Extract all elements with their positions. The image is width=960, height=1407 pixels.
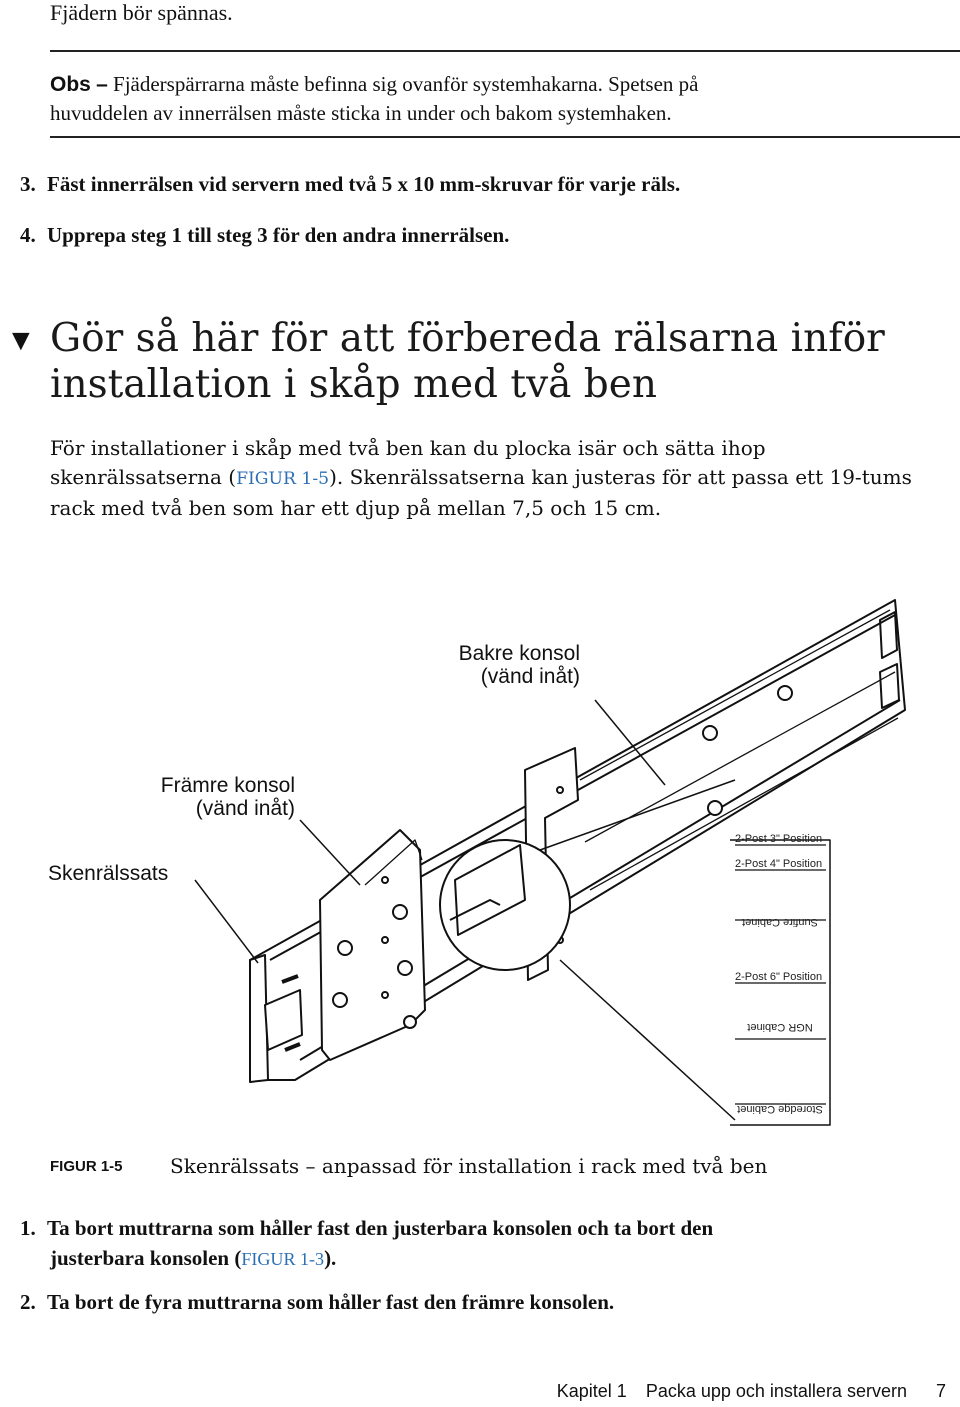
section-marker-icon: ▼ bbox=[6, 324, 36, 357]
panel-label-pos3: 2-Post 3" Position bbox=[735, 833, 823, 845]
step-text: Fäst innerrälsen vid servern med två 5 x 10 mm-skruvar för varje räls. bbox=[47, 172, 681, 196]
note-line-2: huvuddelen av innerrälsen måste sticka in under och bakom systemhaken. bbox=[50, 101, 672, 125]
section-title bbox=[50, 316, 885, 408]
step-number: 3. bbox=[20, 172, 36, 196]
panel-label-sunfire: Sunfire Cabinet bbox=[742, 916, 818, 928]
rail-kit-figure bbox=[0, 560, 960, 1140]
step-text: Upprepa steg 1 till steg 3 för den andra innerrälsen. bbox=[47, 223, 510, 247]
footer-chapter: Kapitel 1 bbox=[556, 1381, 627, 1401]
step-1 bbox=[20, 1213, 713, 1274]
panel-label-storedge: Storedge Cabinet bbox=[737, 1103, 823, 1115]
figure-caption-text: Skenrälssats – anpassad för installation i rack med två ben bbox=[170, 1154, 768, 1178]
note-bottom-rule bbox=[50, 136, 960, 138]
note-block bbox=[50, 70, 699, 128]
step-number: 4. bbox=[20, 223, 36, 247]
callout-front-bracket-1: Främre konsol bbox=[160, 774, 295, 797]
intro-line-1: För installationer i skåp med två ben kan du plocka isär och sätta ihop bbox=[50, 436, 766, 460]
note-label: Obs bbox=[50, 73, 91, 96]
callout-rear-bracket-2: (vänd inåt) bbox=[480, 665, 580, 688]
section-title-line-1: Gör så här för att förbereda rälsarna inför bbox=[50, 316, 885, 361]
figure-caption-label: FIGUR 1-5 bbox=[50, 1158, 123, 1175]
intro-line-3: rack med två ben som har ett djup på mellan 7,5 och 15 cm. bbox=[50, 496, 662, 520]
figure-link[interactable]: FIGUR 1-3 bbox=[241, 1249, 325, 1269]
note-line-1: Fjäderspärrarna måste befinna sig ovanför systemhakarna. Spetsen på bbox=[113, 72, 699, 96]
intro-line-2-post: ). Skenrälssatserna kan justeras för att passa ett 19-tums bbox=[329, 465, 912, 489]
page-footer bbox=[557, 1381, 946, 1402]
callout-rail-kit: Skenrälssats bbox=[48, 862, 169, 885]
step-text: Ta bort de fyra muttrarna som håller fast den främre konsolen. bbox=[47, 1290, 615, 1314]
section-title-line-2: installation i skåp med två ben bbox=[50, 362, 657, 407]
continuation-text: Fjädern bör spännas. bbox=[50, 0, 233, 25]
step-3 bbox=[20, 172, 680, 197]
figure-link[interactable]: FIGUR 1-5 bbox=[236, 469, 330, 489]
step-text-line-1: Ta bort muttrarna som håller fast den justerbara konsolen och ta bort den bbox=[47, 1216, 714, 1240]
intro-line-2-pre: skenrälssatserna ( bbox=[50, 465, 237, 489]
note-dash: – bbox=[96, 73, 108, 96]
step-2 bbox=[20, 1290, 614, 1315]
note-top-rule bbox=[50, 50, 960, 52]
callout-rear-bracket-1: Bakre konsol bbox=[458, 642, 580, 665]
step-number: 1. bbox=[20, 1216, 36, 1240]
step-4 bbox=[20, 223, 509, 248]
step-text-line-2-post: ). bbox=[324, 1246, 337, 1270]
callout-front-bracket-2: (vänd inåt) bbox=[195, 797, 295, 820]
footer-title: Packa upp och installera servern bbox=[645, 1381, 907, 1401]
intro-paragraph bbox=[50, 434, 912, 523]
panel-label-pos6: 2-Post 6" Position bbox=[735, 971, 823, 983]
step-text-line-2-pre: justerbara konsolen ( bbox=[50, 1246, 242, 1270]
panel-label-pos4: 2-Post 4" Position bbox=[735, 858, 823, 870]
step-number: 2. bbox=[20, 1290, 36, 1314]
panel-label-ngr: NGR Cabinet bbox=[747, 1021, 813, 1033]
page-number: 7 bbox=[935, 1381, 946, 1401]
